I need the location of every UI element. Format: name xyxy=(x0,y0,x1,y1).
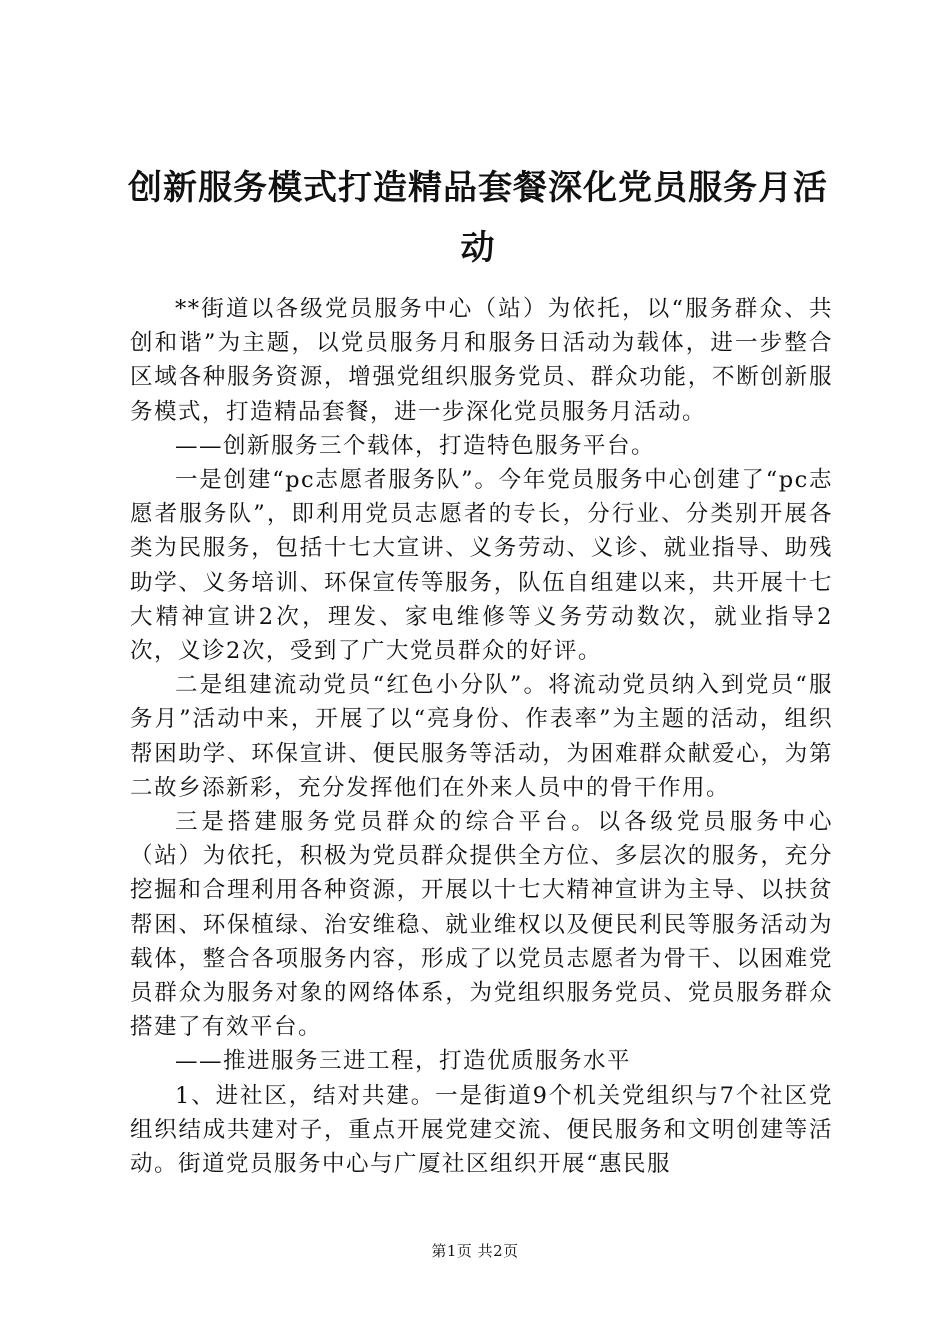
body-paragraph: 二是组建流动党员“红色小分队”。将流动党员纳入到党员“服务月”活动中来，开展了以“亮身份、作表率”为主题的活动，组织帮困助学、环保宣讲、便民服务等活动，为困难群众献爱心，为第二故乡添新彩，充分发挥他们在外来人员中的骨干作用。 xyxy=(130,672,833,801)
body-paragraph: 1、进社区，结对共建。一是街道9个机关党组织与7个社区党组织结成共建对子，重点开展党建交流、便民服务和文明创建等活动。街道党员服务中心与广厦社区组织开展“惠民服 xyxy=(130,1082,833,1178)
body-paragraph: 一是创建“pc志愿者服务队”。今年党员服务中心创建了“pc志愿者服务队”，即利用党员志愿者的专长，分行业、分类别开展各类为民服务，包括十七大宣讲、义务劳动、义诊、就业指导、助残助学、义务培训、环保宣传等服务，队伍自组建以来，共开展十七大精神宣讲2次，理发、家电维修等义务劳动数次，就业指导2次，义诊2次，受到了广大党员群众的好评。 xyxy=(130,467,833,665)
body-paragraph: **街道以各级党员服务中心（站）为依托，以“服务群众、共创和谐”为主题，以党员服务月和服务日活动为载体，进一步整合区域各种服务资源，增强党组织服务党员、群众功能，不断创新服务模式，打造精品套餐，进一步深化党员服务月活动。 xyxy=(130,296,833,425)
body-paragraph: 三是搭建服务党员群众的综合平台。以各级党员服务中心（站）为依托，积极为党员群众提供全方位、多层次的服务，充分挖掘和合理利用各种资源，开展以十七大精神宣讲为主导、以扶贫帮困、环保植绿、治安维稳、就业维权以及便民利民等服务活动为载体，整合各项服务内容，形成了以党员志愿者为骨干、以困难党员群众为服务对象的网络体系，为党组织服务党员、党员服务群众搭建了有效平台。 xyxy=(130,809,833,1041)
document-title: 创新服务模式打造精品套餐深化党员服务月活动 xyxy=(128,168,828,268)
page-number-footer: 第1页 共2页 xyxy=(431,1242,519,1260)
section-heading: ——推进服务三进工程，打造优质服务水平 xyxy=(175,1048,632,1075)
document-body xyxy=(130,292,833,1181)
section-heading: ——创新服务三个载体，打造特色服务平台。 xyxy=(175,432,656,459)
